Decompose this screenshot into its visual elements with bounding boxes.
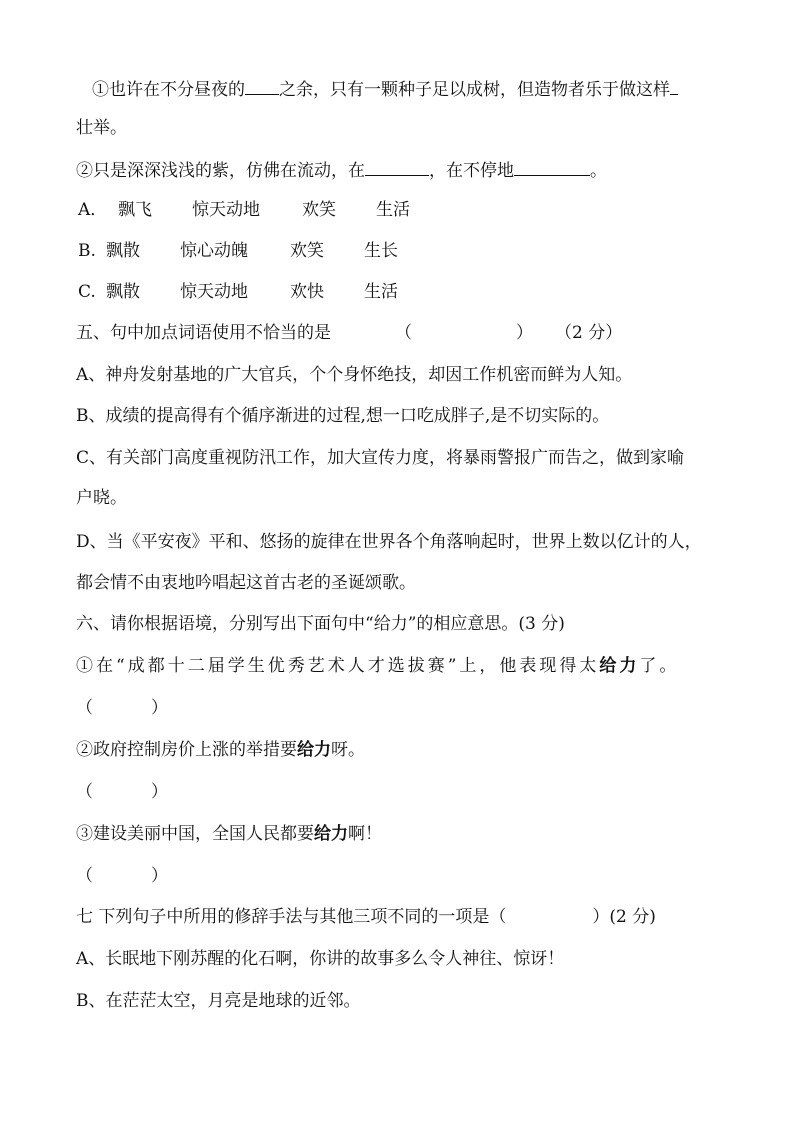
q6-sentence-3: [76, 822, 746, 846]
q6-s3-part-c: 啊！: [348, 824, 382, 844]
q4-s1-blank-1: [245, 76, 279, 95]
q6-a3-paren-open: （: [76, 866, 93, 886]
option-letter: B.: [78, 241, 96, 261]
q7-option-b: B、在茫茫太空，月亮是地球的近邻。: [76, 991, 361, 1011]
q4-s2-part-c: 。: [590, 161, 607, 181]
option-word-3: 欢笑: [302, 200, 336, 220]
q6-answer-3: [76, 864, 746, 888]
q4-s2-blank-2: [514, 157, 590, 176]
q6-s2-part-c: 呀。: [331, 740, 365, 760]
q7-title-end: ）(2 分): [592, 907, 656, 927]
q6-a3-paren-close: ）: [151, 866, 168, 886]
q5-option-c: C、有关部门高度重视防汛工作，加大宣传力度，将暴雨警报广而告之，做到家喻: [76, 448, 685, 468]
q5-option-b: B、成绩的提高得有个循序渐进的过程,想一口吃成胖子,是不切实际的。: [76, 406, 610, 426]
q5-option-d-cont: 都会情不由衷地吟唱起这首古老的圣诞颂歌。: [76, 573, 416, 593]
option-word-3: 欢笑: [290, 241, 324, 261]
q6-s3-part-a: ③建设美丽中国，全国人民都要: [76, 824, 314, 844]
option-word-4: 生活: [376, 200, 410, 220]
q4-s2-part-a: ②只是深深浅浅的紫，仿佛在流动，在: [76, 161, 365, 181]
q6-answer-2: [76, 780, 746, 804]
q5-paren-close: ）: [516, 323, 533, 343]
q6-a2-paren-close: ）: [151, 782, 168, 802]
option-word-2: 惊心动魄: [180, 241, 248, 261]
option-word-3: 欢快: [290, 282, 324, 302]
q6-answer-1: [76, 696, 746, 720]
q4-sentence-1-cont: [76, 116, 746, 140]
q5-option-a: A、神舟发射基地的广大官兵，个个身怀绝技，却因工作机密而鲜为人知。: [76, 365, 633, 385]
q6-s1-part-c: 了。: [639, 656, 680, 676]
option-word-2: 惊天动地: [180, 282, 248, 302]
option-letter: C.: [78, 282, 96, 302]
q4-option-a: [78, 198, 748, 222]
q4-s2-blank-1: [365, 157, 429, 176]
q4-s1-part-b: 之余，只有一颗种子足以成树，但造物者乐于做这样: [279, 80, 670, 100]
q4-s1-part-a: ①也许在不分昼夜的: [92, 80, 245, 100]
q4-option-b: [78, 239, 748, 263]
q5-title-text: 五、句中加点词语使用不恰当的是: [76, 323, 331, 343]
q4-s2-part-b: ，在不停地: [429, 161, 514, 181]
q6-a1-paren-close: ）: [151, 698, 168, 718]
q6-s2-part-a: ②政府控制房价上涨的举措要: [76, 740, 297, 760]
q6-s2-keyword: 给力: [297, 740, 331, 760]
q4-sentence-1: [92, 76, 762, 102]
q5-paren-open: （: [395, 323, 412, 343]
q6-a2-paren-open: （: [76, 782, 93, 802]
q6-s1-keyword: 给力: [599, 656, 640, 676]
q6-sentence-1: [76, 654, 746, 678]
option-word-1: 飘散: [106, 282, 140, 302]
q6-sentence-2: [76, 738, 746, 762]
q6-s1-part-a: ①在“成都十二届学生优秀艺术人才选拔赛”上，他表现得太: [76, 656, 600, 676]
option-letter: A．: [78, 200, 108, 220]
q6-s3-keyword: 给力: [314, 824, 348, 844]
q7-title: [76, 905, 746, 929]
option-word-4: 生活: [364, 282, 398, 302]
option-word-2: 惊天动地: [192, 200, 260, 220]
option-word-4: 生长: [364, 241, 398, 261]
q7-title-text: 七 下列句子中所用的修辞手法与其他三项不同的一项是（: [76, 907, 507, 927]
q7-option-a: A、长眠地下刚苏醒的化石啊，你讲的故事多么令人神往、惊讶！: [76, 949, 565, 969]
q6-title: 六、请你根据语境，分别写出下面句中“给力”的相应意思。(3 分): [76, 614, 565, 634]
q5-option-c-cont: 户晓。: [76, 488, 127, 508]
q4-s1-part-c: 壮举。: [76, 118, 127, 138]
q4-s1-blank-2: [670, 76, 678, 95]
option-word-1: 飘散: [106, 241, 140, 261]
q6-a1-paren-open: （: [76, 698, 93, 718]
q5-option-d: D、当《平安夜》平和、悠扬的旋律在世界各个角落响起时，世界上数以亿计的人，: [76, 532, 702, 552]
q5-score: （2 分）: [555, 323, 623, 343]
option-word-1: 飘飞: [118, 200, 152, 220]
q4-option-c: [78, 280, 748, 304]
q5-title: [76, 321, 746, 345]
q4-sentence-2: [76, 157, 746, 183]
